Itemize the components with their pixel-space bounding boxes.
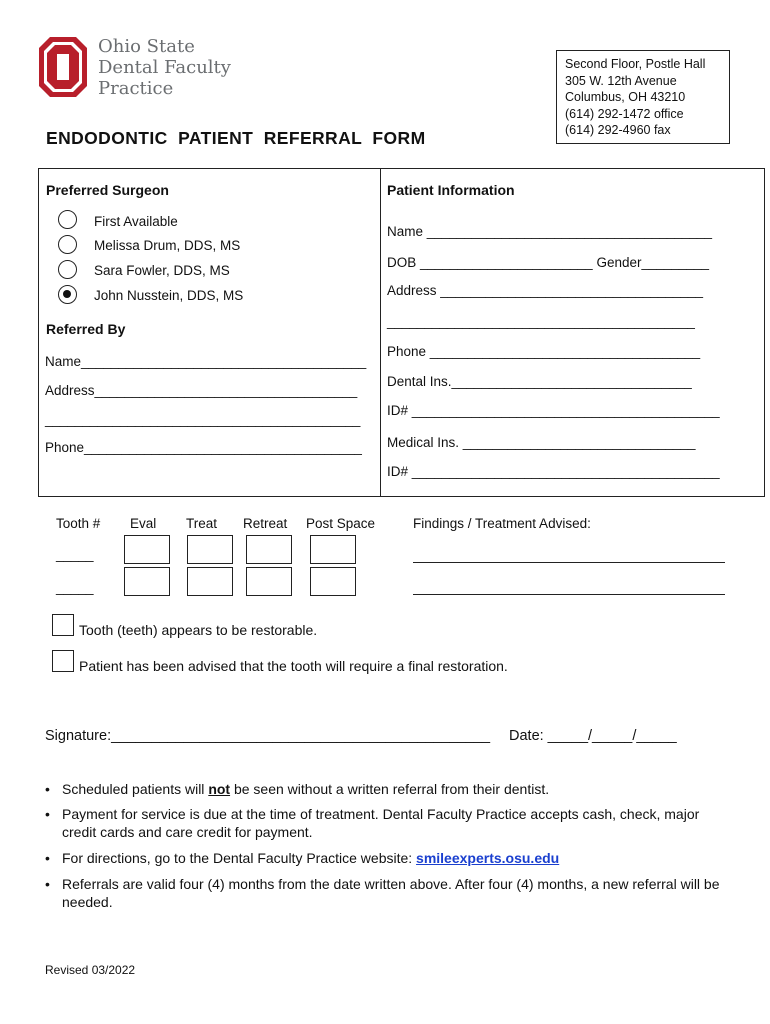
- patient-address-field[interactable]: Address ___________________________________: [387, 283, 704, 298]
- advised-restoration-checkbox[interactable]: [52, 650, 74, 672]
- bullet-icon: •: [45, 850, 50, 866]
- retreat-header: Retreat: [243, 516, 288, 531]
- eval-box-2[interactable]: [124, 567, 170, 596]
- radio-first-available[interactable]: [58, 210, 77, 229]
- findings-line-1[interactable]: [413, 562, 725, 563]
- note-text-part: For directions, go to the Dental Faculty Practice website:: [62, 850, 417, 866]
- note-directions: [45, 849, 725, 867]
- treat-header: Treat: [186, 516, 218, 531]
- note-text-part: Scheduled patients will: [62, 781, 209, 797]
- referred-by-heading: Referred By: [46, 321, 126, 337]
- referrer-address-field[interactable]: Address___________________________________: [45, 383, 358, 398]
- ohio-state-logo-icon: [38, 36, 88, 98]
- findings-label: Findings / Treatment Advised:: [413, 516, 591, 531]
- patient-address-line2-field[interactable]: _________________________________________: [387, 314, 695, 329]
- note-text: [62, 849, 725, 867]
- restorable-checkbox[interactable]: [52, 614, 74, 636]
- treat-box-1[interactable]: [187, 535, 233, 564]
- post-space-header: Post Space: [306, 516, 376, 531]
- medical-insurance-field[interactable]: Medical Ins. _______________________________: [387, 435, 696, 450]
- findings-line-2[interactable]: [413, 594, 725, 595]
- note-referral-required: [45, 780, 725, 798]
- note-validity: [45, 875, 725, 911]
- patient-phone-field[interactable]: Phone ____________________________________: [387, 344, 701, 359]
- revised-date: Revised 03/2022: [45, 963, 136, 977]
- tooth-number-header: Tooth #: [56, 516, 101, 531]
- surgeon-option-label: First Available: [94, 214, 178, 229]
- preferred-surgeon-heading: Preferred Surgeon: [46, 182, 169, 198]
- website-link[interactable]: smileexperts.osu.edu: [416, 850, 560, 866]
- address-line: (614) 292-4960 fax: [565, 123, 671, 137]
- note-payment: [45, 805, 725, 841]
- address-line: Second Floor, Postle Hall: [565, 57, 706, 71]
- note-text-part: be seen without a written referral from their dentist.: [230, 781, 550, 797]
- treat-box-2[interactable]: [187, 567, 233, 596]
- radio-sara-fowler[interactable]: [58, 260, 77, 279]
- patient-info-heading: Patient Information: [387, 182, 515, 198]
- surgeon-option-label: Melissa Drum, DDS, MS: [94, 238, 241, 253]
- surgeon-option-label: Sara Fowler, DDS, MS: [94, 263, 230, 278]
- bullet-icon: •: [45, 876, 50, 892]
- note-text: [62, 780, 725, 798]
- restorable-label: Tooth (teeth) appears to be restorable.: [79, 622, 318, 638]
- address-line: 305 W. 12th Avenue: [565, 73, 677, 88]
- post-space-box-2[interactable]: [310, 567, 356, 596]
- radio-melissa-drum[interactable]: [58, 235, 77, 254]
- column-divider: [380, 169, 381, 496]
- note-emphasis: not: [208, 781, 231, 797]
- main-info-box: [38, 168, 765, 497]
- referrer-name-field[interactable]: Name______________________________________: [45, 354, 367, 369]
- radio-john-nusstein[interactable]: [58, 285, 77, 304]
- retreat-box-1[interactable]: [246, 535, 292, 564]
- form-title: ENDODONTIC PATIENT REFERRAL FORM: [46, 128, 426, 148]
- post-space-box-1[interactable]: [310, 535, 356, 564]
- patient-name-field[interactable]: Name ______________________________________: [387, 224, 713, 239]
- eval-header: Eval: [130, 516, 157, 531]
- medical-id-field[interactable]: ID# _________________________________________: [387, 464, 720, 479]
- signature-field[interactable]: Signature:_______________________________________________: [45, 728, 491, 744]
- note-text: Referrals are valid four (4) months from the date written above. After four (4) months, a new referral will be needed.: [62, 876, 720, 910]
- advised-restoration-label: Patient has been advised that the tooth will require a final restoration.: [79, 658, 508, 674]
- note-text: Payment for service is due at the time of treatment. Dental Faculty Practice accepts cash, check, major credit cards and care credit for payment.: [62, 806, 700, 840]
- surgeon-option-label: John Nusstein, DDS, MS: [94, 288, 244, 303]
- referrer-phone-field[interactable]: Phone_____________________________________: [45, 440, 362, 455]
- referrer-address-line2-field[interactable]: __________________________________________: [45, 412, 361, 427]
- tooth-number-field-2[interactable]: _____: [56, 580, 94, 595]
- patient-dob-gender-field[interactable]: DOB _______________________ Gender_________: [387, 255, 710, 270]
- eval-box-1[interactable]: [124, 535, 170, 564]
- brand-name: [98, 36, 231, 99]
- bullet-icon: •: [45, 781, 50, 797]
- tooth-number-field-1[interactable]: _____: [56, 547, 94, 562]
- brand-line: Dental Faculty: [98, 57, 231, 78]
- address-box: [556, 50, 730, 144]
- brand-line: Ohio State: [98, 36, 195, 57]
- address-line: (614) 292-1472 office: [565, 106, 684, 121]
- dental-id-field[interactable]: ID# _________________________________________: [387, 403, 720, 418]
- dental-insurance-field[interactable]: Dental Ins.________________________________: [387, 374, 692, 389]
- date-field[interactable]: Date: _____/_____/_____: [509, 728, 677, 744]
- brand-line: Practice: [98, 78, 174, 99]
- retreat-box-2[interactable]: [246, 567, 292, 596]
- address-line: Columbus, OH 43210: [565, 90, 686, 104]
- bullet-icon: •: [45, 806, 50, 822]
